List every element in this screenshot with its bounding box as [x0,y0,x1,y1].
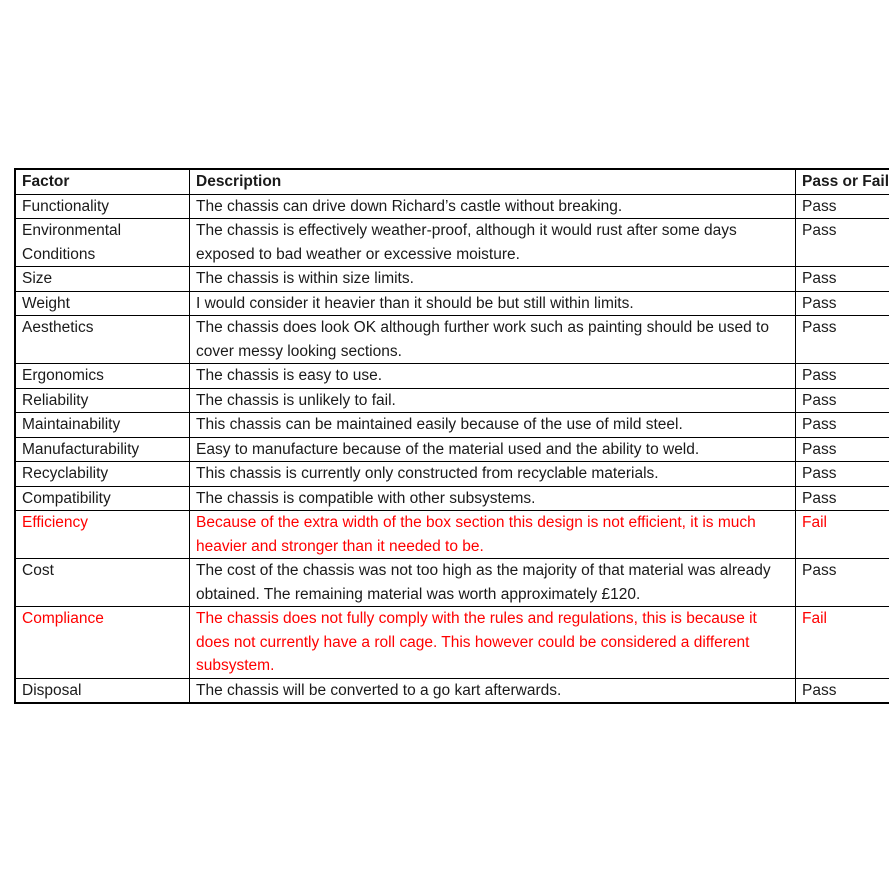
factor-cell: Compatibility [15,486,190,511]
status-cell: Pass [796,316,889,364]
factor-cell: Compliance [15,607,190,679]
description-cell: The chassis is easy to use. [190,364,796,389]
factor-cell: Size [15,267,190,292]
description-cell: The cost of the chassis was not too high as the majority of that material was already obtained. The remaining material was worth approximately £120. [190,559,796,607]
header-row [15,169,889,194]
status-cell: Pass [796,364,889,389]
status-cell: Pass [796,462,889,487]
table-row [15,194,889,219]
table-row [15,511,889,559]
description-cell: This chassis can be maintained easily because of the use of mild steel. [190,413,796,438]
factor-cell: Recyclability [15,462,190,487]
factor-cell: Disposal [15,678,190,703]
table-row [15,607,889,679]
description-cell: I would consider it heavier than it should be but still within limits. [190,291,796,316]
status-cell: Pass [796,291,889,316]
factor-cell: Maintainability [15,413,190,438]
table-body [15,194,889,703]
description-cell: Easy to manufacture because of the material used and the ability to weld. [190,437,796,462]
status-cell: Pass [796,219,889,267]
table-row [15,413,889,438]
table-row [15,678,889,703]
table-row [15,486,889,511]
table-row [15,219,889,267]
factor-cell: Weight [15,291,190,316]
factor-cell: Efficiency [15,511,190,559]
column-header-factor: Factor [15,169,190,194]
factor-cell: Ergonomics [15,364,190,389]
table-row [15,388,889,413]
status-cell: Pass [796,194,889,219]
description-cell: The chassis is compatible with other subsystems. [190,486,796,511]
factor-cell: Cost [15,559,190,607]
table-row [15,437,889,462]
status-cell: Pass [796,413,889,438]
status-cell: Pass [796,559,889,607]
status-cell: Fail [796,607,889,679]
status-cell: Fail [796,511,889,559]
status-cell: Pass [796,437,889,462]
description-cell: Because of the extra width of the box section this design is not efficient, it is much heavier and stronger than it needed to be. [190,511,796,559]
description-cell: The chassis does not fully comply with the rules and regulations, this is because it does not currently have a roll cage. This however could be considered a different subsystem. [190,607,796,679]
description-cell: This chassis is currently only constructed from recyclable materials. [190,462,796,487]
description-cell: The chassis is within size limits. [190,267,796,292]
table-row [15,364,889,389]
table-row [15,267,889,292]
table-row [15,316,889,364]
description-cell: The chassis does look OK although further work such as painting should be used to cover messy looking sections. [190,316,796,364]
table-row [15,291,889,316]
factor-cell: Aesthetics [15,316,190,364]
status-cell: Pass [796,486,889,511]
factor-cell: Environmental Conditions [15,219,190,267]
factor-cell: Reliability [15,388,190,413]
evaluation-table [14,168,889,704]
description-cell: The chassis is effectively weather-proof, although it would rust after some days exposed to bad weather or excessive moisture. [190,219,796,267]
status-cell: Pass [796,388,889,413]
column-header-pass-or-fail: Pass or Fail [796,169,889,194]
column-header-description: Description [190,169,796,194]
factor-cell: Manufacturability [15,437,190,462]
table-row [15,462,889,487]
description-cell: The chassis can drive down Richard’s castle without breaking. [190,194,796,219]
table-row [15,559,889,607]
factor-cell: Functionality [15,194,190,219]
status-cell: Pass [796,267,889,292]
description-cell: The chassis is unlikely to fail. [190,388,796,413]
table-header [15,169,889,194]
description-cell: The chassis will be converted to a go kart afterwards. [190,678,796,703]
status-cell: Pass [796,678,889,703]
